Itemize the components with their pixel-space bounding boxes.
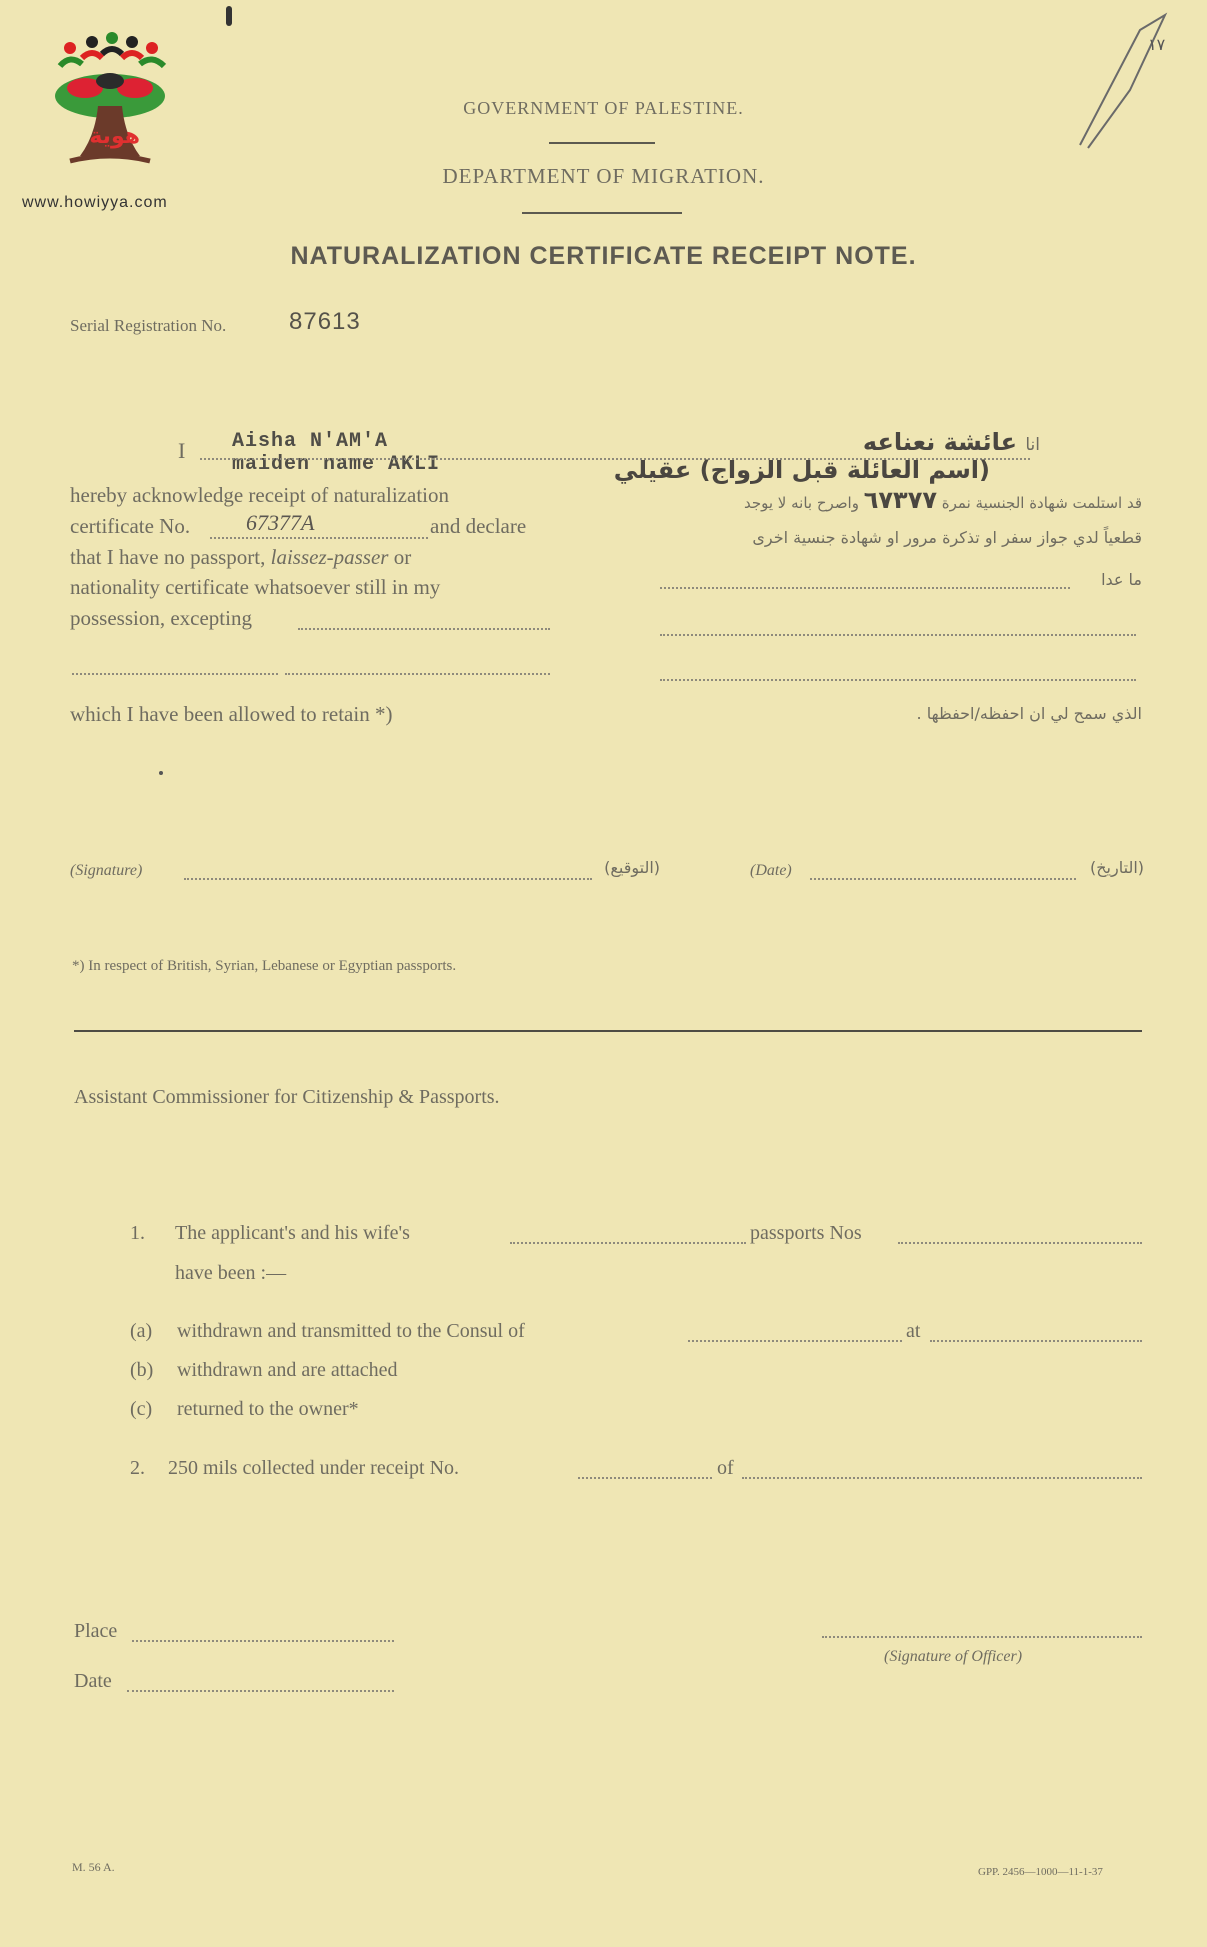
item-a-label: (a) <box>130 1320 153 1342</box>
decl-line6: which I have been allowed to retain *) <box>70 702 393 726</box>
item-b-label: (b) <box>130 1359 154 1381</box>
arabic-line7: الذي سمح لي ان احفظه/احفظها . <box>916 704 1142 723</box>
excepting-dotted-line <box>298 628 550 630</box>
section-divider <box>74 1030 1142 1032</box>
officer-signature-label: (Signature of Officer) <box>884 1648 1023 1665</box>
arabic-line3: قطعياً لدي جواز سفر او تذكرة مرور او شهادة جنسية اخرى <box>752 528 1142 547</box>
serial-label: Serial Registration No. <box>70 316 227 335</box>
excepting-dotted-line-2a <box>72 673 278 675</box>
item1-dotted-line-1 <box>510 1242 746 1244</box>
decl-line4: nationality certificate whatsoever still in my <box>70 575 441 599</box>
item1-dotted-line-2 <box>898 1242 1142 1244</box>
ink-dot <box>159 771 163 775</box>
item1-text-a: The applicant's and his wife's <box>175 1222 410 1244</box>
arabic-dotted-line-2 <box>660 634 1136 636</box>
item2-number: 2. <box>130 1457 145 1479</box>
date-officer-dotted-line <box>127 1690 394 1692</box>
applicant-name: Aisha N'AM'A <box>232 430 389 453</box>
arabic-line2-b: واصرح بانه لا يوجد <box>743 494 859 512</box>
decl-line3-a: that I have no passport, <box>70 545 266 569</box>
arabic-name: عائشة نعناعه <box>862 428 1017 456</box>
item-a-dotted-line-1 <box>688 1340 902 1342</box>
footnote: *) In respect of British, Syrian, Lebanese or Egyptian passports. <box>72 958 457 974</box>
printer-code: GPP. 2456—1000—11-1-37 <box>978 1866 1103 1878</box>
decl-line3-b: laissez-passer <box>270 545 389 569</box>
signature-dotted-line <box>184 878 592 880</box>
arabic-line2-a: قد استلمت شهادة الجنسية نمرة <box>941 494 1142 512</box>
arabic-maiden-handwritten: (اسم العائلة قبل الزواج) عقيلي <box>613 456 990 484</box>
header-rule-2 <box>522 212 682 214</box>
signature-label-ar: (التوقيع) <box>604 858 660 877</box>
decl-cert-suffix: and declare <box>430 514 527 538</box>
decl-line3 <box>70 545 550 570</box>
item-c-label: (c) <box>130 1398 153 1420</box>
svg-text:۱۷: ۱۷ <box>1148 35 1166 54</box>
item1-text-c: have been :— <box>175 1262 287 1284</box>
item-b-text: withdrawn and are attached <box>177 1359 398 1381</box>
item1-number: 1. <box>130 1222 145 1244</box>
officer-signature-dotted-line <box>822 1636 1142 1638</box>
cert-dotted-line <box>210 537 428 539</box>
header-government: GOVERNMENT OF PALESTINE. <box>463 98 744 118</box>
date-label-ar: (التاريخ) <box>1089 858 1144 877</box>
item-c-text: returned to the owner* <box>177 1398 359 1420</box>
item-a-at: at <box>906 1320 921 1342</box>
item2-of: of <box>717 1457 734 1479</box>
decl-line5: possession, excepting <box>70 606 252 630</box>
arabic-name-handwritten <box>760 428 1040 456</box>
excepting-dotted-line-2b <box>285 673 550 675</box>
decl-line1: hereby acknowledge receipt of naturalization <box>70 483 449 507</box>
document-title: NATURALIZATION CERTIFICATE RECEIPT NOTE. <box>290 242 917 270</box>
header-department: DEPARTMENT OF MIGRATION. <box>442 164 765 188</box>
signature-label-en: (Signature) <box>70 862 143 879</box>
cert-number: 67377A <box>246 510 315 535</box>
date-dotted-line <box>810 878 1076 880</box>
item2-dotted-line-1 <box>578 1477 712 1479</box>
place-label: Place <box>74 1620 118 1642</box>
date-label: Date <box>74 1670 112 1692</box>
decl-cert-prefix: certificate No. <box>70 514 191 538</box>
logo-website: www.howiyya.com <box>22 194 168 211</box>
place-dotted-line <box>132 1640 394 1642</box>
header-rule-1 <box>549 142 655 144</box>
arabic-line4: ما عدا <box>1101 570 1142 589</box>
arabic-cert-number: ٦٧٣٧٧ <box>863 486 937 514</box>
arabic-dotted-line-1 <box>660 587 1070 589</box>
maiden-name: maiden name AKLI <box>232 453 441 476</box>
item-a-text: withdrawn and transmitted to the Consul of <box>177 1320 525 1342</box>
arabic-line2 <box>600 486 1142 514</box>
date-label-en: (Date) <box>750 862 792 879</box>
pencil-mark-icon <box>1070 10 1190 150</box>
item-a-dotted-line-2 <box>930 1340 1142 1342</box>
ink-mark <box>226 6 232 26</box>
decl-i: I <box>178 438 186 463</box>
arabic-ana: انا <box>1025 435 1040 455</box>
decl-line3-c: or <box>393 545 412 569</box>
form-number: M. 56 A. <box>72 1860 115 1874</box>
logo-arabic-text: هوية <box>89 124 140 149</box>
officer-heading: Assistant Commissioner for Citizenship & Passports. <box>74 1086 500 1108</box>
serial-value: 87613 <box>289 308 361 335</box>
item1-text-b: passports Nos <box>750 1222 862 1244</box>
item2-dotted-line-2 <box>742 1477 1142 1479</box>
arabic-dotted-line-3 <box>660 679 1136 681</box>
item2-text: 250 mils collected under receipt No. <box>168 1457 460 1479</box>
